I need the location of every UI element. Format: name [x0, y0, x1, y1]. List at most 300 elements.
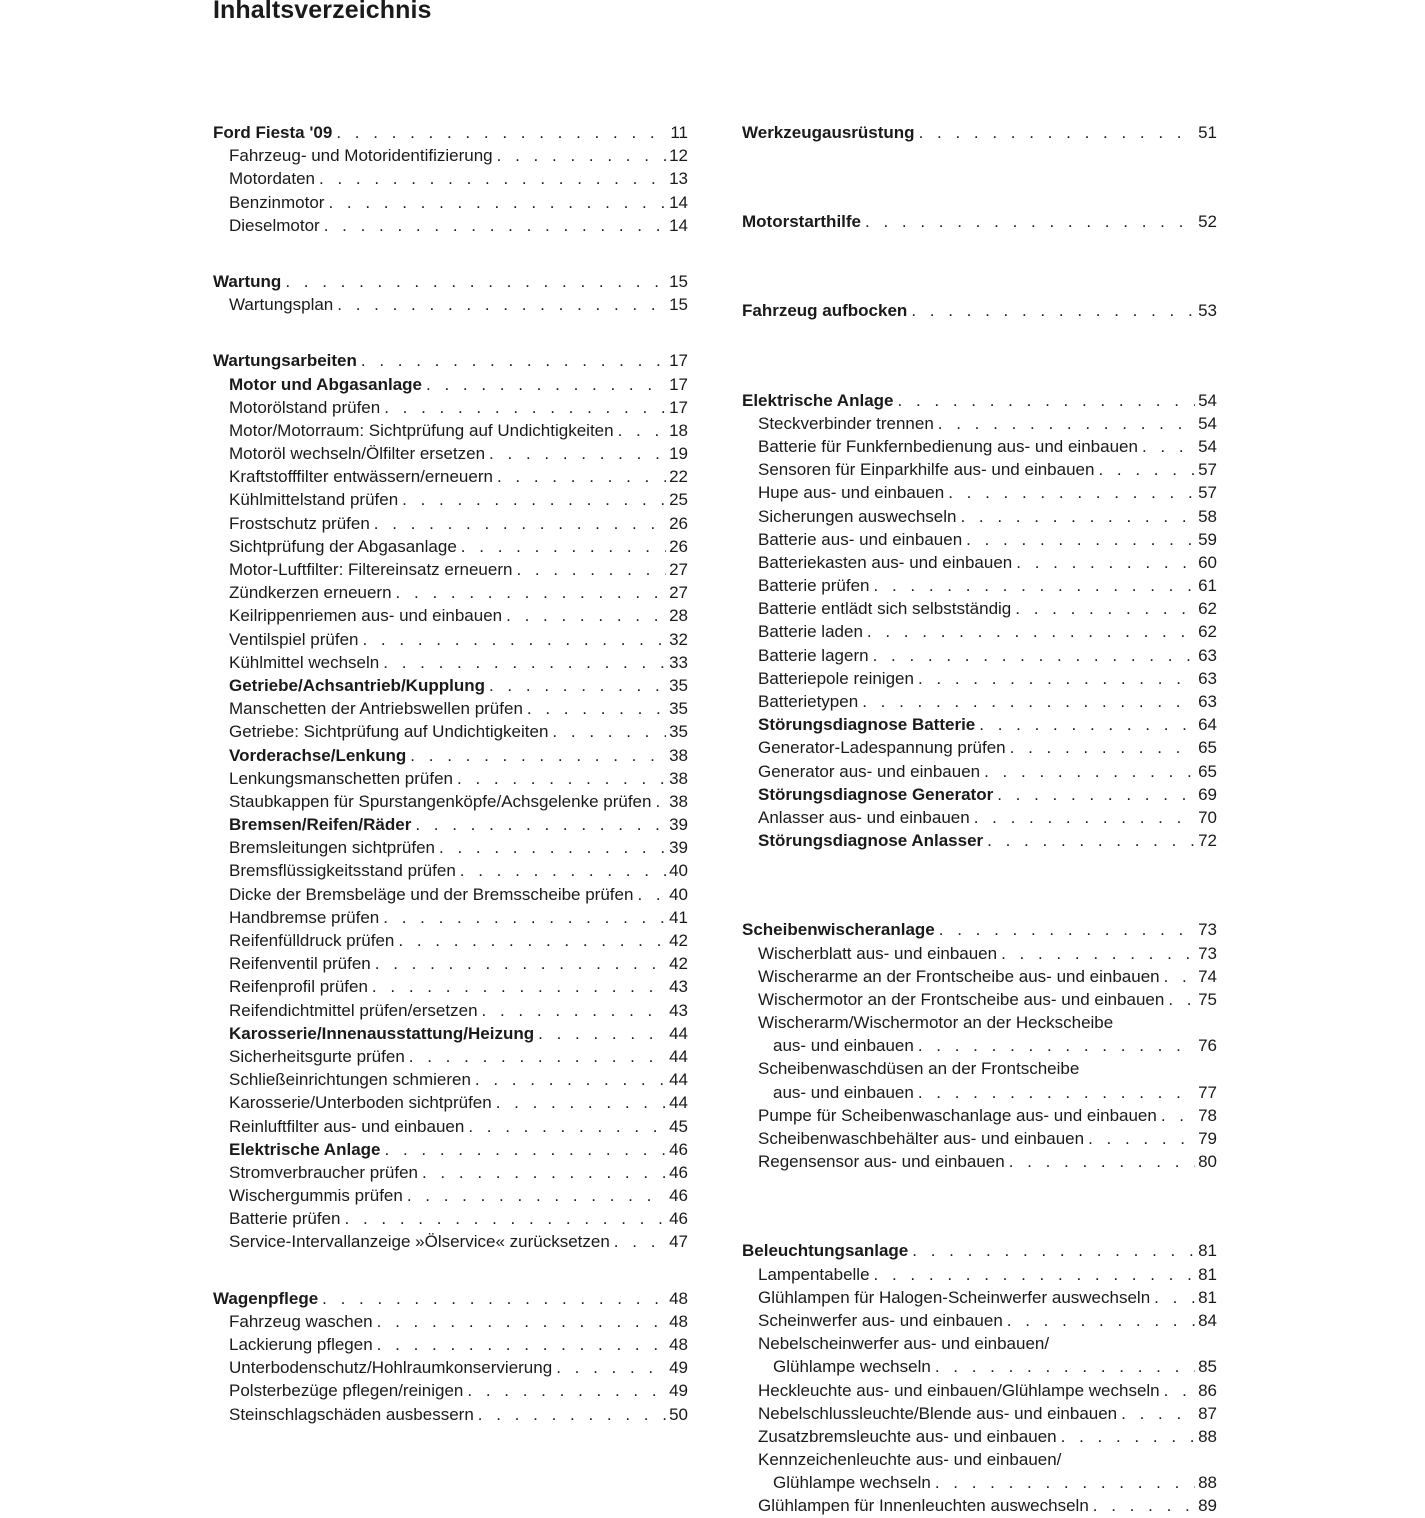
dot-leader — [318, 1287, 666, 1310]
toc-section — [742, 1239, 1217, 1517]
toc-chapter-entry[interactable] — [213, 270, 688, 293]
toc-page-number: 17 — [669, 374, 688, 394]
toc-entry-label: Pumpe für Scheibenwaschanlage aus- und einbauen — [758, 1105, 1157, 1125]
toc-entry[interactable] — [213, 883, 688, 906]
toc-page-number: 38 — [669, 745, 688, 765]
toc-entry-label: Stromverbraucher prüfen — [229, 1162, 418, 1182]
dot-leader — [1157, 1104, 1195, 1127]
toc-entry[interactable] — [213, 535, 688, 558]
toc-entry-label: Keilrippenriemen aus- und einbauen — [229, 606, 503, 626]
toc-entry-label: Batterie laden — [758, 622, 863, 642]
toc-page-number: 42 — [669, 954, 688, 974]
toc-entry-label: Sichtprüfung der Abgasanlage — [229, 536, 457, 556]
dot-leader — [908, 1239, 1195, 1262]
toc-page-number: 58 — [1198, 506, 1217, 526]
toc-entry-label: Getriebe/Achsantrieb/Kupplung — [229, 675, 485, 695]
toc-entry-label: Batterie prüfen — [229, 1209, 341, 1229]
dot-leader — [394, 929, 666, 952]
toc-entry[interactable] — [742, 736, 1217, 759]
toc-entry-label: Generator aus- und einbauen — [758, 761, 981, 781]
toc-entry[interactable] — [742, 988, 1217, 1011]
toc-entry-label: Batterie für Funkfernbedienung aus- und einbauen — [758, 436, 1138, 456]
toc-page-number: 46 — [669, 1139, 688, 1159]
toc-entry-label: Ford Fiesta '09 — [213, 123, 333, 142]
toc-entry-label: Fahrzeug- und Motoridentifizierung — [229, 146, 493, 166]
toc-entry[interactable] — [213, 1068, 688, 1091]
toc-entry[interactable] — [213, 790, 688, 813]
toc-entry[interactable] — [213, 1161, 688, 1184]
toc-entry[interactable] — [213, 906, 688, 929]
toc-page-number: 40 — [669, 884, 688, 904]
toc-entry[interactable] — [742, 528, 1217, 551]
dot-leader — [453, 767, 666, 790]
toc-chapter-entry[interactable] — [742, 389, 1217, 412]
toc-entry-label: Wischergummis prüfen — [229, 1186, 403, 1206]
toc-entry[interactable] — [742, 1127, 1217, 1150]
dot-leader — [915, 121, 1195, 144]
toc-section — [742, 210, 1217, 233]
dot-leader — [405, 1045, 666, 1068]
toc-entry[interactable] — [742, 1081, 1217, 1104]
toc-entry[interactable] — [213, 1045, 688, 1068]
toc-entry-label: Elektrische Anlage — [229, 1139, 381, 1159]
toc-page-number: 48 — [669, 1335, 688, 1354]
toc-page-number: 62 — [1198, 599, 1217, 619]
dot-leader — [370, 512, 666, 535]
toc-entry-label: Wischermotor an der Frontscheibe aus- und einbauen — [758, 989, 1165, 1009]
toc-entry-label: Batterie aus- und einbauen — [758, 529, 963, 549]
toc-entry[interactable] — [742, 644, 1217, 667]
toc-page-number: 70 — [1198, 807, 1217, 827]
toc-entry-label: Wartungsarbeiten — [213, 351, 357, 371]
toc-chapter-entry[interactable] — [213, 349, 688, 372]
toc-page-number: 43 — [669, 1000, 688, 1020]
toc-entry[interactable] — [213, 604, 688, 627]
dot-leader — [1006, 736, 1195, 759]
dot-leader — [956, 505, 1195, 528]
toc-entry[interactable] — [742, 1355, 1217, 1378]
dot-leader — [502, 604, 666, 627]
toc-page-number: 46 — [669, 1162, 688, 1182]
dot-leader — [633, 883, 666, 906]
toc-entry[interactable] — [742, 1286, 1217, 1309]
toc-entry[interactable] — [213, 999, 688, 1022]
toc-page-number: 73 — [1198, 920, 1217, 940]
dot-leader — [523, 697, 666, 720]
toc-page-number: 65 — [1198, 738, 1217, 758]
toc-chapter-entry[interactable] — [742, 1239, 1217, 1262]
page-title: Inhaltsverzeichnis — [213, 0, 432, 24]
toc-entry[interactable] — [742, 1309, 1217, 1332]
toc-chapter-entry[interactable] — [213, 121, 688, 144]
toc-entry-label: Karosserie/Unterboden sichtprüfen — [229, 1093, 492, 1113]
dot-leader — [379, 906, 666, 929]
toc-page-number: 63 — [1198, 692, 1217, 711]
toc-entry[interactable] — [213, 396, 688, 419]
dot-leader — [931, 1355, 1195, 1378]
toc-entry-label: Bremsflüssigkeitsstand prüfen — [229, 861, 456, 881]
toc-entry-label: Beleuchtungsanlage — [742, 1241, 909, 1261]
toc-entry-label: Störungsdiagnose Batterie — [758, 715, 976, 735]
toc-entry-label: Wischerarm/Wischermotor an der Heckscheibe — [758, 1013, 1114, 1033]
toc-page-number: 35 — [669, 722, 688, 742]
toc-entry[interactable] — [742, 481, 1217, 504]
toc-page-number: 53 — [1198, 301, 1217, 321]
dot-leader — [944, 481, 1195, 504]
toc-entry-label: aus- und einbauen — [773, 1036, 914, 1056]
toc-page-number: 44 — [669, 1093, 688, 1113]
dot-leader — [492, 1091, 666, 1114]
dot-leader — [1160, 1379, 1195, 1402]
dot-leader — [1011, 597, 1195, 620]
toc-entry[interactable] — [213, 512, 688, 535]
toc-entry-label: Reifenventil prüfen — [229, 954, 371, 974]
dot-leader — [411, 813, 666, 836]
toc-entry[interactable] — [742, 690, 1217, 713]
toc-entry-label: Motorölstand prüfen — [229, 397, 381, 417]
toc-page-number: 81 — [1198, 1241, 1217, 1261]
toc-page-number: 89 — [1198, 1496, 1217, 1516]
toc-entry-label: Sicherheitsgurte prüfen — [229, 1046, 405, 1066]
toc-entry[interactable] — [742, 458, 1217, 481]
toc-page-number: 48 — [669, 1311, 688, 1331]
toc-entry-label: Reifendichtmittel prüfen/ersetzen — [229, 1000, 478, 1020]
toc-page-number: 12 — [669, 146, 688, 166]
toc-entry-label: Kraftstofffilter entwässern/erneuern — [229, 467, 493, 487]
toc-page-number: 87 — [1198, 1403, 1217, 1423]
toc-entry-label: Zusatzbremsleuchte aus- und einbauen — [758, 1426, 1057, 1446]
toc-entry[interactable] — [213, 1356, 688, 1379]
dot-leader — [983, 829, 1195, 852]
dot-leader — [398, 488, 666, 511]
toc-entry[interactable] — [213, 1207, 688, 1230]
toc-entry-label: Handbremse prüfen — [229, 907, 380, 927]
toc-page-number: 14 — [669, 215, 688, 235]
toc-entry[interactable] — [213, 1403, 688, 1426]
toc-entry[interactable] — [213, 293, 688, 316]
toc-page-number: 27 — [669, 560, 688, 579]
toc-entry[interactable] — [213, 859, 688, 882]
toc-page-number: 54 — [1198, 413, 1217, 433]
dot-leader — [478, 999, 666, 1022]
toc-entry-label: Reifenprofil prüfen — [229, 977, 368, 997]
toc-entry[interactable] — [213, 813, 688, 836]
toc-entry-label: Steinschlagschäden ausbessern — [229, 1404, 474, 1424]
toc-entry[interactable] — [213, 651, 688, 674]
toc-entry[interactable] — [213, 697, 688, 720]
toc-entry-label: Bremsen/Reifen/Räder — [229, 815, 412, 835]
toc-page-number: 26 — [669, 513, 688, 533]
toc-page-number: 77 — [1198, 1082, 1217, 1102]
toc-entry-label: Lackierung pflegen — [229, 1335, 373, 1354]
dot-leader — [861, 210, 1195, 233]
toc-entry[interactable] — [213, 558, 688, 581]
toc-entry[interactable] — [742, 1402, 1217, 1425]
toc-section — [742, 918, 1217, 1173]
toc-entry-label: Scheinwerfer aus- und einbauen — [758, 1310, 1003, 1330]
toc-page-number: 33 — [669, 652, 688, 672]
toc-chapter-entry[interactable] — [742, 210, 1217, 233]
toc-entry-label: Manschetten der Antriebswellen prüfen — [229, 699, 523, 719]
toc-entry[interactable] — [213, 144, 688, 167]
toc-right-column — [742, 121, 1217, 1518]
dot-leader — [373, 1333, 666, 1356]
toc-entry[interactable] — [742, 783, 1217, 806]
toc-entry-label: Wartung — [213, 271, 282, 291]
toc-entry[interactable] — [213, 1379, 688, 1402]
dot-leader — [870, 574, 1195, 597]
toc-entry[interactable] — [742, 1104, 1217, 1127]
toc-entry-label: Unterbodenschutz/Hohlraumkonservierung — [229, 1358, 553, 1378]
toc-chapter-entry[interactable] — [742, 299, 1217, 322]
toc-entry[interactable] — [742, 713, 1217, 736]
toc-entry[interactable] — [742, 806, 1217, 829]
toc-entry[interactable] — [213, 1310, 688, 1333]
toc-page-number: 49 — [669, 1381, 688, 1401]
toc-entry[interactable] — [742, 620, 1217, 643]
toc-entry[interactable] — [213, 1022, 688, 1045]
toc-page-number: 44 — [669, 1070, 688, 1090]
toc-page-number: 65 — [1198, 761, 1217, 781]
toc-entry[interactable] — [213, 581, 688, 604]
toc-page-number: 57 — [1198, 460, 1217, 480]
dot-leader — [493, 465, 666, 488]
toc-entry[interactable] — [742, 1011, 1217, 1034]
toc-entry-label: Scheibenwaschbehälter aus- und einbauen — [758, 1129, 1085, 1148]
toc-page-number: 81 — [1198, 1287, 1217, 1307]
dot-leader — [1089, 1494, 1195, 1517]
toc-entry[interactable] — [213, 373, 688, 396]
toc-left-column — [213, 121, 688, 1426]
dot-leader — [614, 419, 666, 442]
toc-entry[interactable] — [742, 1425, 1217, 1448]
toc-page-number: 63 — [1198, 668, 1217, 688]
toc-entry[interactable] — [742, 1263, 1217, 1286]
dot-leader — [474, 1403, 666, 1426]
toc-entry-label: Dieselmotor — [229, 215, 320, 235]
toc-entry[interactable] — [742, 1494, 1217, 1517]
toc-page-number: 81 — [1198, 1264, 1217, 1284]
toc-entry[interactable] — [742, 1471, 1217, 1494]
toc-page-number: 15 — [669, 295, 688, 315]
toc-page-number: 61 — [1198, 576, 1217, 596]
toc-entry-label: Nebelscheinwerfer aus- und einbauen/ — [758, 1334, 1050, 1354]
toc-entry[interactable] — [213, 674, 688, 697]
toc-section — [213, 349, 688, 1253]
toc-entry-label: aus- und einbauen — [773, 1082, 914, 1102]
dot-leader — [894, 389, 1196, 412]
toc-chapter-entry[interactable] — [213, 1287, 688, 1310]
toc-entry-label: Motor-Luftfilter: Filtereinsatz erneuern — [229, 560, 513, 579]
toc-entry-label: Lenkungsmanschetten prüfen — [229, 768, 453, 788]
toc-entry[interactable] — [742, 435, 1217, 458]
toc-entry[interactable] — [213, 1333, 688, 1356]
toc-entry[interactable] — [742, 942, 1217, 965]
toc-page-number: 15 — [669, 271, 688, 291]
dot-leader — [358, 628, 666, 651]
toc-page-number: 32 — [669, 629, 688, 649]
toc-entry[interactable] — [742, 412, 1217, 435]
toc-entry-label: Nebelschlussleuchte/Blende aus- und einbauen — [758, 1403, 1118, 1423]
dot-leader — [548, 720, 666, 743]
toc-entry-label: Scheibenwaschdüsen an der Frontscheibe — [758, 1059, 1080, 1079]
toc-entry-label: Glühlampen für Innenleuchten auswechseln — [758, 1496, 1089, 1516]
toc-entry[interactable] — [213, 744, 688, 767]
toc-entry-label: Kühlmittelstand prüfen — [229, 490, 399, 510]
toc-entry-label: Frostschutz prüfen — [229, 513, 370, 533]
toc-entry-label: Fahrzeug waschen — [229, 1311, 373, 1331]
toc-entry[interactable] — [213, 1184, 688, 1207]
toc-entry-label: Scheibenwischeranlage — [742, 920, 935, 940]
toc-page-number: 11 — [670, 123, 688, 142]
dot-leader — [315, 167, 666, 190]
toc-page-number: 41 — [669, 907, 688, 927]
dot-leader — [934, 412, 1195, 435]
toc-entry-label: Vorderachse/Lenkung — [229, 745, 407, 765]
toc-entry-label: Motor/Motorraum: Sichtprüfung auf Undichtigkeiten — [229, 420, 614, 440]
toc-entry-label: Kühlmittel wechseln — [229, 652, 380, 672]
toc-entry[interactable] — [742, 1150, 1217, 1173]
toc-entry[interactable] — [742, 505, 1217, 528]
dot-leader — [552, 1356, 666, 1379]
dot-leader — [1150, 1286, 1195, 1309]
toc-entry[interactable] — [213, 442, 688, 465]
toc-entry[interactable] — [213, 191, 688, 214]
toc-entry[interactable] — [742, 1332, 1217, 1355]
toc-entry[interactable] — [742, 1057, 1217, 1080]
toc-entry[interactable] — [742, 1034, 1217, 1057]
toc-entry[interactable] — [213, 419, 688, 442]
dot-leader — [485, 442, 666, 465]
toc-entry[interactable] — [742, 667, 1217, 690]
dot-leader — [1003, 1309, 1195, 1332]
toc-entry-label: Getriebe: Sichtprüfung auf Undichtigkeiten — [229, 722, 549, 742]
toc-entry-label: Elektrische Anlage — [742, 390, 894, 410]
dot-leader — [1138, 435, 1195, 458]
toc-entry[interactable] — [742, 597, 1217, 620]
toc-entry[interactable] — [213, 214, 688, 237]
toc-page-number: 35 — [669, 675, 688, 695]
dot-leader — [493, 144, 666, 167]
toc-entry-label: Motorstarthilfe — [742, 212, 861, 232]
toc-page-number: 59 — [1198, 529, 1217, 549]
toc-entry[interactable] — [213, 1115, 688, 1138]
dot-leader — [485, 674, 666, 697]
toc-entry[interactable] — [742, 760, 1217, 783]
dot-leader — [373, 1310, 666, 1333]
dot-leader — [914, 1081, 1195, 1104]
dot-leader — [970, 806, 1195, 829]
toc-page-number: 57 — [1198, 483, 1217, 503]
toc-entry[interactable] — [213, 1138, 688, 1161]
dot-leader — [870, 1263, 1195, 1286]
toc-page-number: 51 — [1198, 123, 1217, 142]
toc-page-number: 54 — [1198, 436, 1217, 456]
toc-entry-label: Motordaten — [229, 169, 315, 189]
dot-leader — [1164, 988, 1195, 1011]
toc-entry-label: Batteriepole reinigen — [758, 668, 914, 688]
toc-entry[interactable] — [742, 965, 1217, 988]
toc-entry[interactable] — [213, 465, 688, 488]
toc-entry[interactable] — [213, 1091, 688, 1114]
dot-leader — [381, 1138, 667, 1161]
toc-entry-label: Karosserie/Innenausstattung/Heizung — [229, 1023, 535, 1043]
toc-entry[interactable] — [213, 929, 688, 952]
toc-entry-label: Steckverbinder trennen — [758, 413, 934, 433]
dot-leader — [534, 1022, 666, 1045]
toc-entry[interactable] — [213, 1230, 688, 1253]
toc-chapter-entry[interactable] — [742, 918, 1217, 941]
toc-page-number: 38 — [669, 791, 688, 811]
dot-leader — [863, 620, 1195, 643]
toc-chapter-entry[interactable] — [742, 121, 1217, 144]
dot-leader — [1005, 1150, 1195, 1173]
toc-section — [742, 389, 1217, 853]
toc-page-number: 50 — [669, 1404, 688, 1424]
toc-page-number: 62 — [1198, 622, 1217, 642]
toc-page-number: 27 — [669, 583, 688, 603]
toc-entry-label: Service-Intervallanzeige »Ölservice« zurücksetzen — [229, 1232, 610, 1252]
toc-section — [213, 121, 688, 237]
toc-entry[interactable] — [213, 720, 688, 743]
toc-page-number: 79 — [1198, 1129, 1217, 1148]
toc-entry[interactable] — [213, 836, 688, 859]
toc-page-number: 84 — [1198, 1310, 1217, 1330]
toc-page-number: 38 — [669, 768, 688, 788]
toc-page-number: 14 — [669, 192, 688, 212]
toc-entry-label: Heckleuchte aus- und einbauen/Glühlampe wechseln — [758, 1380, 1160, 1400]
dot-leader — [357, 349, 666, 372]
toc-entry-label: Reifenfülldruck prüfen — [229, 931, 395, 950]
toc-page-number: 78 — [1198, 1105, 1217, 1125]
dot-leader — [320, 214, 666, 237]
toc-entry[interactable] — [213, 952, 688, 975]
toc-entry-label: Reinluftfilter aus- und einbauen — [229, 1116, 465, 1136]
dot-leader — [464, 1115, 666, 1138]
toc-entry[interactable] — [213, 767, 688, 790]
dot-leader — [379, 651, 666, 674]
toc-page-number: 44 — [669, 1046, 688, 1066]
toc-entry-label: Benzinmotor — [229, 192, 325, 212]
toc-entry[interactable] — [742, 1448, 1217, 1471]
dot-leader — [324, 191, 666, 214]
toc-page-number: 45 — [669, 1116, 688, 1136]
toc-page-number: 54 — [1198, 390, 1217, 410]
toc-entry-label: Dicke der Bremsbeläge und der Bremsscheibe prüfen — [229, 884, 634, 904]
toc-entry[interactable] — [213, 628, 688, 651]
toc-section — [213, 1287, 688, 1426]
toc-entry[interactable] — [742, 829, 1217, 852]
toc-page-number: 72 — [1198, 831, 1217, 851]
dot-leader — [392, 581, 666, 604]
toc-entry[interactable] — [213, 167, 688, 190]
dot-leader — [457, 535, 666, 558]
toc-page-number: 39 — [669, 838, 688, 858]
toc-page-number: 73 — [1198, 943, 1217, 963]
dot-leader — [1160, 965, 1195, 988]
dot-leader — [980, 760, 1195, 783]
toc-entry[interactable] — [213, 488, 688, 511]
toc-entry[interactable] — [742, 1379, 1217, 1402]
toc-page-number: 42 — [669, 931, 688, 950]
toc-entry-label: Wartungsplan — [229, 295, 334, 315]
toc-entry[interactable] — [742, 574, 1217, 597]
toc-entry-label: Störungsdiagnose Anlasser — [758, 831, 984, 851]
toc-entry[interactable] — [742, 551, 1217, 574]
toc-entry[interactable] — [213, 975, 688, 998]
toc-page-number: 63 — [1198, 645, 1217, 665]
dot-leader — [1057, 1425, 1195, 1448]
